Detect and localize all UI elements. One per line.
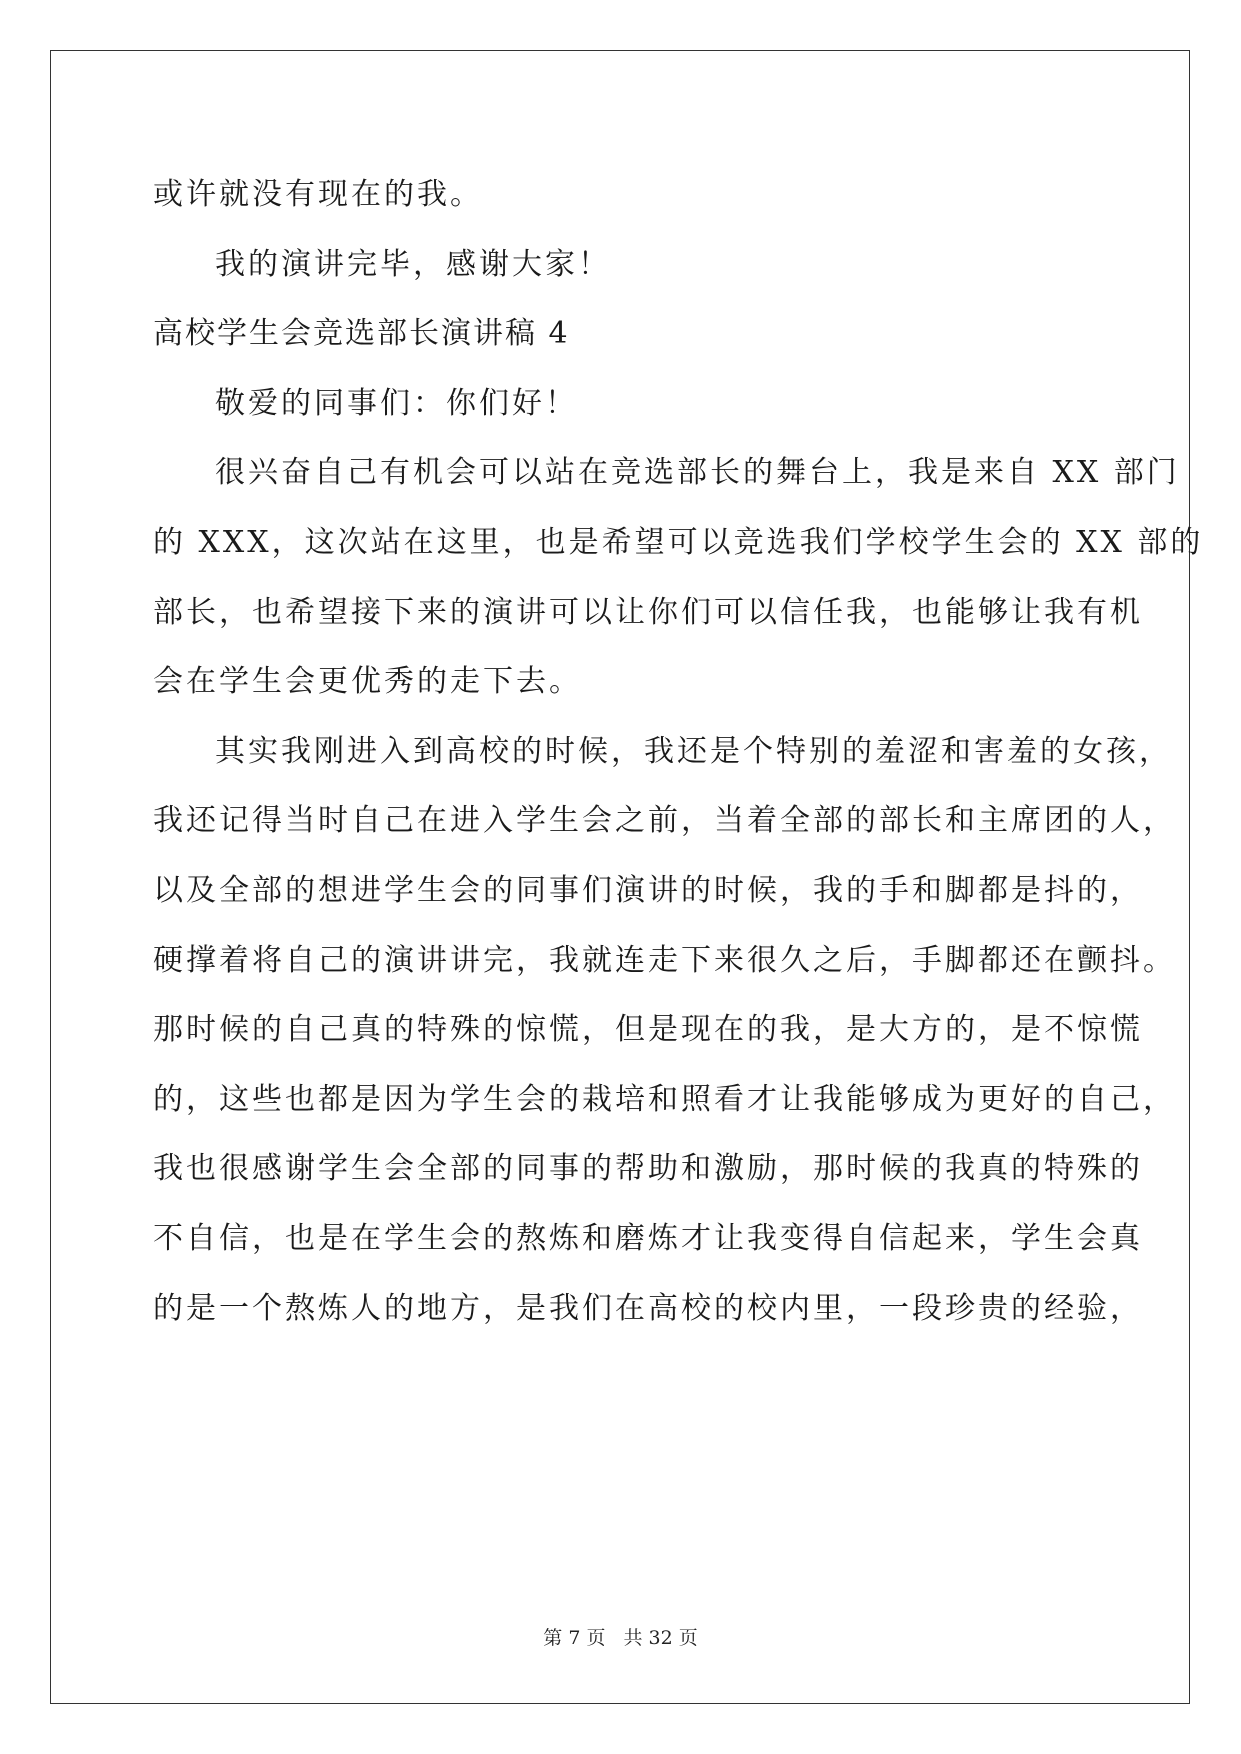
text-line: 或许就没有现在的我。 — [153, 177, 483, 212]
text-line: 硬撑着将自己的演讲讲完，我就连走下来很久之后，手脚都还在颤抖。 — [153, 942, 1176, 978]
text-line: 敬爱的同事们：你们好！ — [215, 385, 578, 421]
page-total: 共 32 页 — [623, 1627, 698, 1649]
text-line: 的是一个熬炼人的地方，是我们在高校的校内里，一段珍贵的经验， — [153, 1290, 1143, 1326]
text-line: 我也很感谢学生会全部的同事的帮助和激励，那时候的我真的特殊的 — [153, 1151, 1143, 1187]
section-heading: 高校学生会竞选部长演讲稿 4 — [153, 316, 570, 352]
document-body — [153, 160, 1204, 1343]
page-number: 第 7 页 — [543, 1627, 606, 1649]
text-line: 部长，也希望接下来的演讲可以让你们可以信任我，也能够让我有机 — [153, 594, 1143, 630]
text-line: 我还记得当时自己在进入学生会之前，当着全部的部长和主席团的人， — [153, 803, 1176, 839]
text-line: 以及全部的想进学生会的同事们演讲的时候，我的手和脚都是抖的， — [153, 872, 1143, 908]
text-line: 的 XXX，这次站在这里，也是希望可以竞选我们学校学生会的 XX 部的 — [153, 524, 1204, 560]
text-line: 不自信，也是在学生会的熬炼和磨炼才让我变得自信起来，学生会真 — [153, 1220, 1143, 1256]
text-line: 我的演讲完毕，感谢大家！ — [215, 246, 611, 282]
text-line: 的，这些也都是因为学生会的栽培和照看才让我能够成为更好的自己， — [153, 1081, 1176, 1117]
text-line: 很兴奋自己有机会可以站在竞选部长的舞台上，我是来自 XX 部门 — [215, 455, 1180, 491]
text-line: 那时候的自己真的特殊的惊慌，但是现在的我，是大方的，是不惊慌 — [153, 1012, 1143, 1048]
text-line: 其实我刚进入到高校的时候，我还是个特别的羞涩和害羞的女孩， — [215, 733, 1172, 769]
page-footer — [0, 1623, 1241, 1650]
text-line: 会在学生会更优秀的走下去。 — [153, 664, 582, 700]
